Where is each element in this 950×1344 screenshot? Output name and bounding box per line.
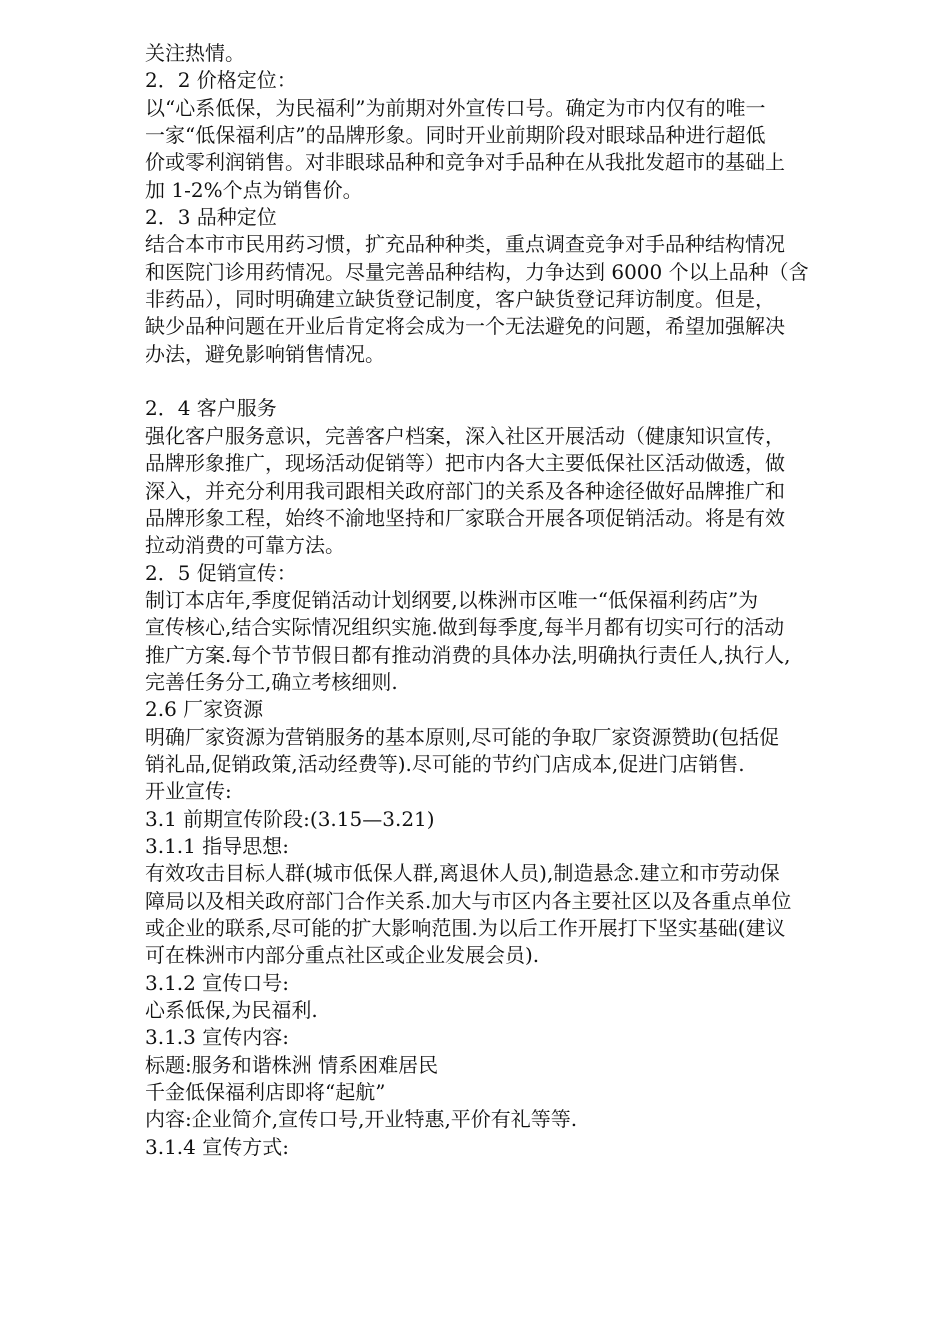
text-line: 一家“低保福利店”的品牌形象。同时开业前期阶段对眼球品种进行超低 xyxy=(145,123,766,148)
blank-line xyxy=(145,368,885,395)
section-heading-publicity-method: 3.1.4 宣传方式: xyxy=(145,1134,289,1159)
section-heading-price-positioning: 2．2 价格定位： xyxy=(145,68,297,93)
text-line: 结合本市市民用药习惯，扩充品种种类，重点调查竞争对手品种结构情况 xyxy=(145,232,785,257)
text-line: 宣传核心,结合实际情况组织实施.做到每季度,每半月都有切实可行的活动 xyxy=(145,615,785,640)
text-line: 加 1-2%个点为销售价。 xyxy=(145,177,363,202)
text-line: 价或零利润销售。对非眼球品种和竞争对手品种在从我批发超市的基础上 xyxy=(145,150,785,175)
text-line: 以“心系低保，为民福利”为前期对外宣传口号。确定为市内仅有的唯一 xyxy=(145,95,766,120)
section-heading-early-publicity: 3.1 前期宣传阶段:(3.15—3.21) xyxy=(145,806,435,831)
text-line: 障局以及相关政府部门合作关系.加大与市区内各主要社区以及各重点单位 xyxy=(145,888,792,913)
text-line: 标题:服务和谐株洲 情系困难居民 xyxy=(145,1052,439,1077)
section-heading-variety-positioning: 2．3 品种定位 xyxy=(145,205,277,230)
text-line: 缺少品种问题在开业后肯定将会成为一个无法避免的问题，希望加强解决 xyxy=(145,314,785,339)
text-line: 有效攻击目标人群(城市低保人群,离退休人员),制造悬念.建立和市劳动保 xyxy=(145,861,780,886)
text-line: 销礼品,促销政策,活动经费等).尽可能的节约门店成本,促进门店销售. xyxy=(145,751,745,776)
text-line: 关注热情。 xyxy=(145,41,245,65)
text-line: 和医院门诊用药情况。尽量完善品种结构，力争达到 6000 个以上品种（含 xyxy=(145,259,809,284)
text-line: 制订本店年,季度促销活动计划纲要,以株洲市区唯一“低保福利药店”为 xyxy=(145,587,759,612)
section-heading-promotion: 2．5 促销宣传： xyxy=(145,560,297,585)
text-line: 完善任务分工,确立考核细则. xyxy=(145,669,398,694)
text-line: 品牌形象工程，始终不渝地坚持和厂家联合开展各项促销活动。将是有效 xyxy=(145,505,785,530)
text-line: 或企业的联系,尽可能的扩大影响范围.为以后工作开展打下坚实基础(建议 xyxy=(145,916,786,940)
section-heading-opening-publicity: 开业宣传: xyxy=(145,779,232,804)
text-line: 可在株洲市内部分重点社区或企业发展会员). xyxy=(145,943,540,968)
text-line: 深入，并充分利用我司跟相关政府部门的关系及各种途径做好品牌推广和 xyxy=(145,478,785,503)
text-line: 非药品），同时明确建立缺货登记制度，客户缺货登记拜访制度。但是， xyxy=(145,287,775,312)
text-line: 内容:企业简介,宣传口号,开业特惠,平价有礼等等. xyxy=(145,1107,578,1132)
section-heading-publicity-content: 3.1.3 宣传内容: xyxy=(145,1025,289,1050)
section-heading-manufacturer-resources: 2.6 厂家资源 xyxy=(145,697,264,722)
text-line: 拉动消费的可靠方法。 xyxy=(145,533,345,558)
text-line: 品牌形象推广，现场活动促销等）把市内各大主要低保社区活动做透，做 xyxy=(145,451,785,476)
text-line: 明确厂家资源为营销服务的基本原则,尽可能的争取厂家资源赞助(包括促 xyxy=(145,724,780,749)
text-line: 心系低保,为民福利. xyxy=(145,998,318,1023)
section-heading-slogan: 3.1.2 宣传口号: xyxy=(145,970,289,995)
text-line: 强化客户服务意识，完善客户档案，深入社区开展活动（健康知识宣传， xyxy=(145,423,785,448)
text-line: 推广方案.每个节节假日都有推动消费的具体办法,明确执行责任人,执行人, xyxy=(145,642,791,667)
section-heading-customer-service: 2．4 客户服务 xyxy=(145,396,277,421)
text-line: 办法，避免影响销售情况。 xyxy=(145,341,385,366)
text-line: 千金低保福利店即将“起航” xyxy=(145,1080,386,1105)
section-heading-guiding-idea: 3.1.1 指导思想: xyxy=(145,833,289,858)
document-body xyxy=(145,40,885,1161)
